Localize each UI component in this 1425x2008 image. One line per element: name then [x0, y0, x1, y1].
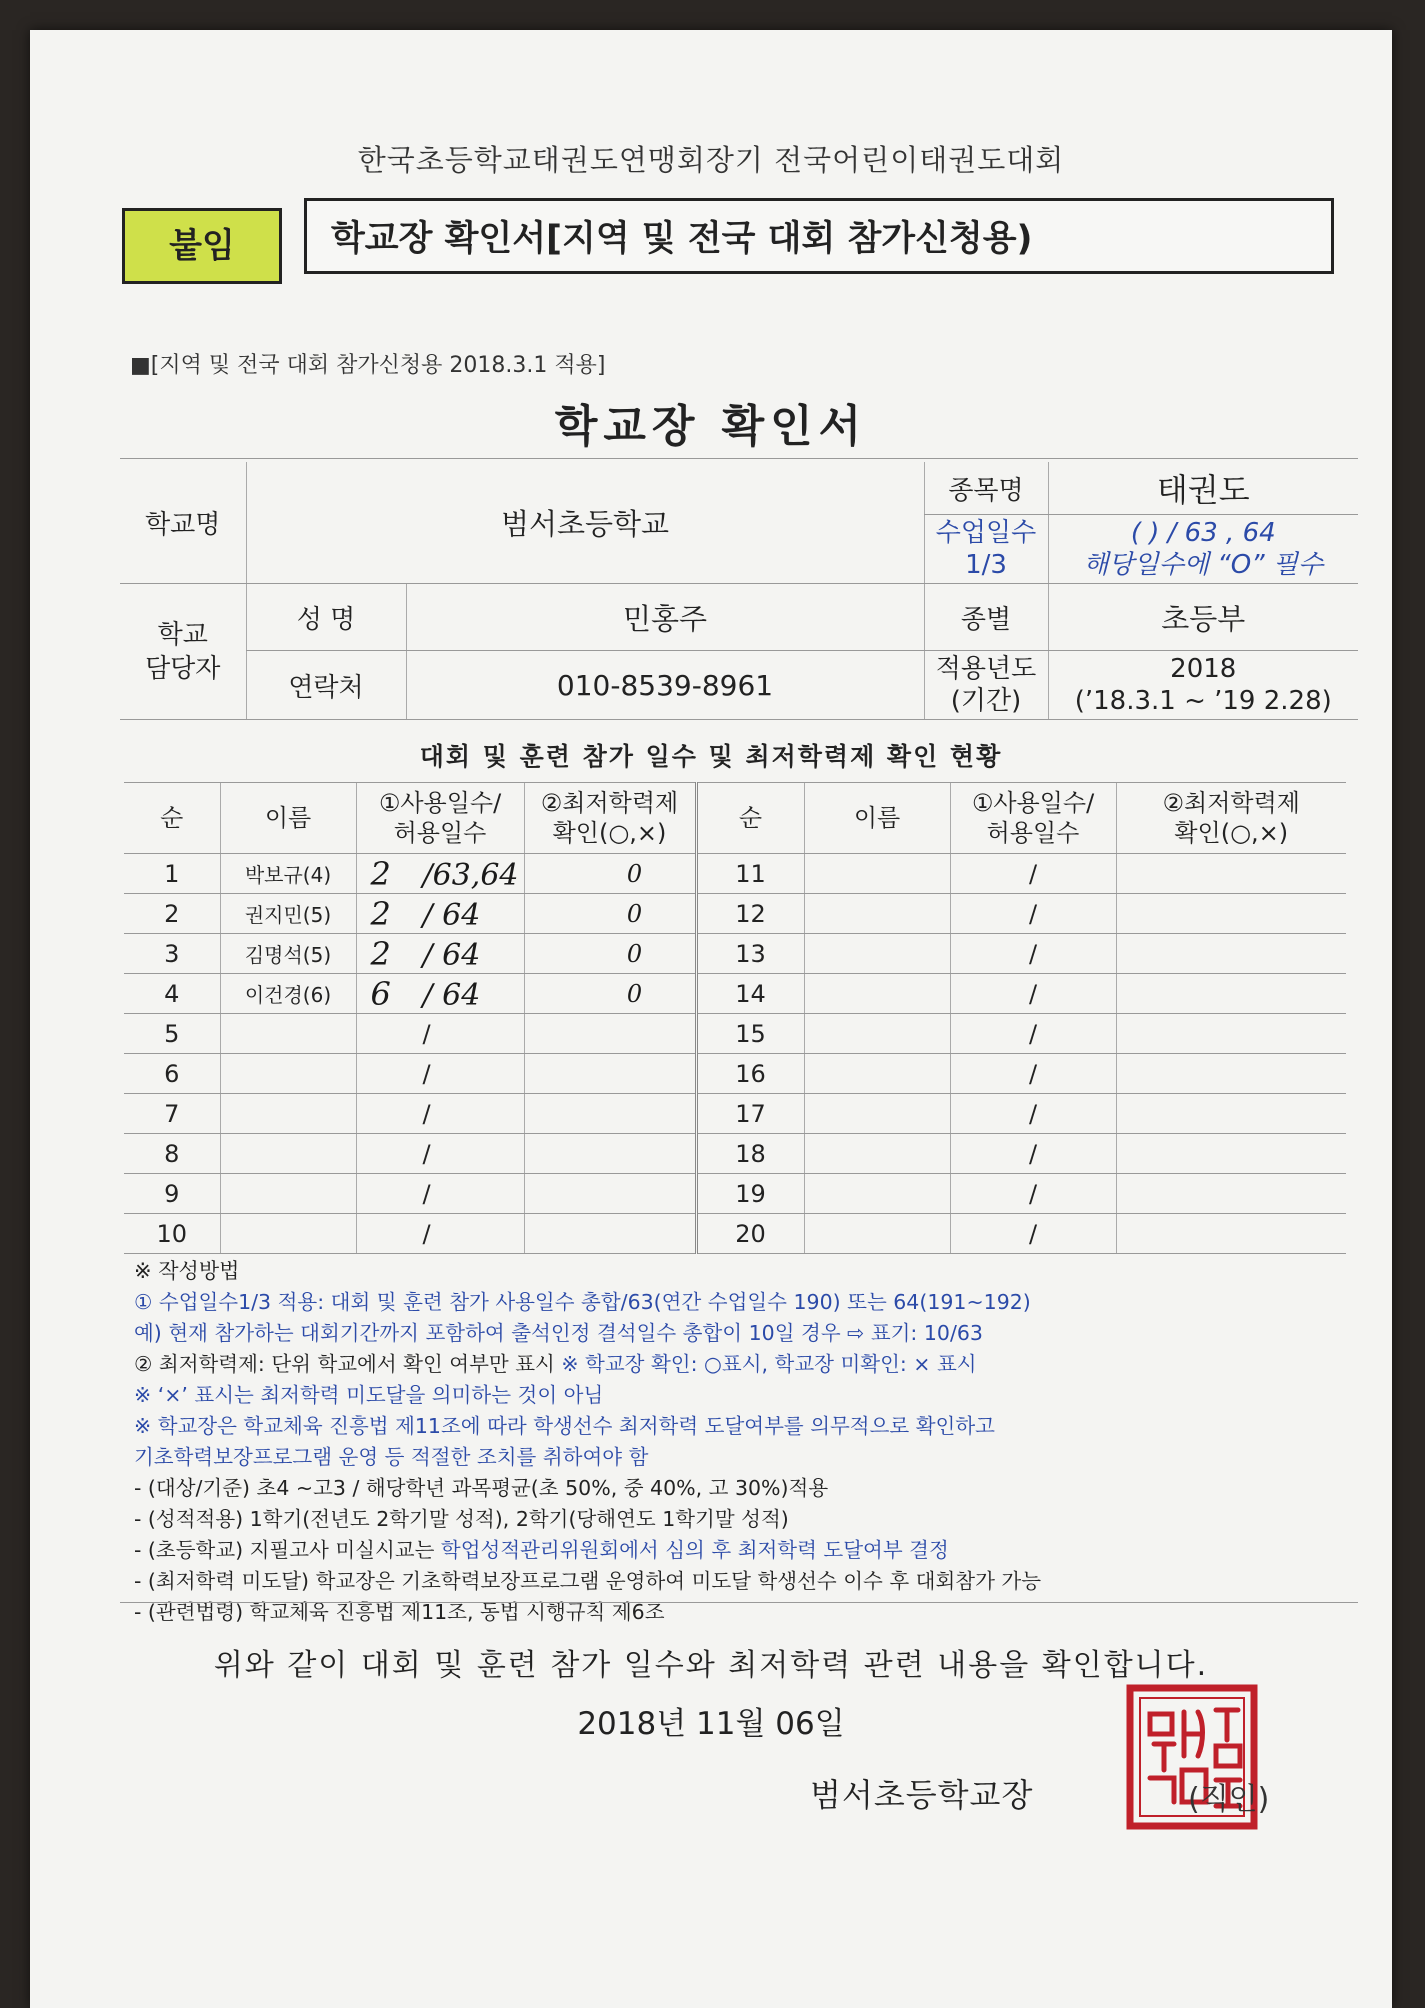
- row-check: [524, 1134, 696, 1174]
- row-name-right: [804, 1054, 950, 1094]
- contact-label: 연락처: [246, 651, 406, 720]
- row-days-used: 6: [370, 974, 391, 1013]
- row-days: [356, 854, 524, 894]
- table-row: [124, 1214, 1346, 1254]
- contact-value: 010-8539-8961: [406, 651, 924, 720]
- name-value: 민홍주: [406, 584, 924, 651]
- row-check-right: [1116, 1134, 1346, 1174]
- row-days-allowed: / 64: [422, 897, 481, 933]
- applicability-note: ■[지역 및 전국 대회 참가신청용 2018.3.1 적용]: [130, 353, 606, 378]
- row-days-right: /: [950, 1054, 1116, 1094]
- row-no: 10: [124, 1214, 220, 1254]
- row-days-allowed: /: [422, 1139, 431, 1168]
- row-no-right: 16: [696, 1054, 804, 1094]
- instruction-line-6: 기초학력보장프로그램 운영 등 적절한 조치를 취하여야 함: [134, 1445, 649, 1469]
- row-name: [220, 1054, 356, 1094]
- attachment-badge: 붙임: [122, 208, 282, 284]
- table-header-row: [124, 783, 1346, 854]
- row-days-right: /: [950, 1214, 1116, 1254]
- event-supertitle: 한국초등학교태권도연맹회장기 전국어린이태권도대회: [357, 143, 1065, 177]
- row-check: 0: [524, 974, 696, 1014]
- row-days: [356, 934, 524, 974]
- row-no-right: 20: [696, 1214, 804, 1254]
- header-no-right: 순: [696, 783, 804, 854]
- header-no: 순: [124, 783, 220, 854]
- divider-bottom: [120, 1602, 1358, 1603]
- days-value-note: 해당일수에 “O” 필수: [1083, 550, 1324, 580]
- instruction-line-11: - (관련법령) 학교체육 진흥법 제11조, 동법 시행규칙 제6조: [134, 1600, 665, 1624]
- row-check-right: [1116, 854, 1346, 894]
- row-check-right: [1116, 1214, 1346, 1254]
- row-days-allowed: /: [422, 1099, 431, 1128]
- days-value-line1: ( ) / 63 , 64: [1130, 518, 1276, 548]
- instructions-heading: ※ 작성방법: [134, 1259, 240, 1283]
- instruction-line-3a: ② 최저학력제: 단위 학교에서 확인 여부만 표시: [134, 1352, 562, 1376]
- row-no: 7: [124, 1094, 220, 1134]
- table-row: [124, 1014, 1346, 1054]
- row-check: [524, 1214, 696, 1254]
- instruction-line-3b: ※ 학교장 확인: ○표시, 학교장 미확인: × 표시: [561, 1352, 977, 1376]
- name-label: 성 명: [246, 584, 406, 651]
- row-no-right: 19: [696, 1174, 804, 1214]
- row-check-right: [1116, 1054, 1346, 1094]
- row-days: [356, 894, 524, 934]
- year-period: (’18.3.1 ~ ’19 2.28): [1074, 686, 1332, 716]
- row-name: [220, 1174, 356, 1214]
- row-no: 3: [124, 934, 220, 974]
- row-name: 박보규(4): [220, 854, 356, 894]
- header-days: [356, 783, 524, 854]
- days-label: [924, 515, 1048, 584]
- row-days-right: /: [950, 894, 1116, 934]
- manager-label: [120, 584, 246, 720]
- confirmation-statement: 위와 같이 대회 및 훈련 참가 일수와 최저학력 관련 내용을 확인합니다.: [213, 1648, 1209, 1683]
- row-name-right: [804, 1014, 950, 1054]
- row-days-right: /: [950, 1174, 1116, 1214]
- division-value: 초등부: [1048, 584, 1358, 651]
- row-name: [220, 1214, 356, 1254]
- year-value: [1048, 651, 1358, 720]
- header-days-right: [950, 783, 1116, 854]
- event-label: 종목명: [924, 462, 1048, 515]
- table-row: [124, 974, 1346, 1014]
- year-value-line1: 2018: [1170, 654, 1237, 684]
- row-name: 김명석(5): [220, 934, 356, 974]
- document-page: [30, 30, 1392, 2008]
- row-days: [356, 1134, 524, 1174]
- row-no: 5: [124, 1014, 220, 1054]
- table-row: [124, 894, 1346, 934]
- row-days-allowed: /: [422, 1019, 431, 1048]
- year-label-line1: 적용년도: [935, 654, 1037, 684]
- row-days: [356, 1174, 524, 1214]
- divider-top: [120, 458, 1358, 459]
- table-row: [124, 1174, 1346, 1214]
- row-name: 권지민(5): [220, 894, 356, 934]
- table-row: [124, 1134, 1346, 1174]
- row-name-right: [804, 1174, 950, 1214]
- row-check-right: [1116, 894, 1346, 934]
- instruction-line-2: 예) 현재 참가하는 대회기간까지 포함하여 출석인정 결석일수 총합이 10일 경우 ⇨ 표기: 10/63: [134, 1321, 983, 1345]
- main-title: 학교장 확인서: [554, 401, 868, 452]
- header-name: 이름: [220, 783, 356, 854]
- row-days-allowed: / 64: [422, 937, 481, 973]
- row-no: 9: [124, 1174, 220, 1214]
- row-days-used: 2: [370, 854, 391, 893]
- table-row: [124, 1094, 1346, 1134]
- header-days-right-line2: 허용일수: [986, 819, 1080, 847]
- principal-title: 범서초등학교장: [810, 1776, 1034, 1814]
- manager-label-line1: 학교: [157, 619, 208, 650]
- row-days-used: 2: [370, 894, 391, 933]
- row-check: [524, 1014, 696, 1054]
- row-no-right: 13: [696, 934, 804, 974]
- row-days-right: /: [950, 1094, 1116, 1134]
- row-name-right: [804, 974, 950, 1014]
- instruction-line-4: ※ ‘×’ 표시는 최저학력 미도달을 의미하는 것이 아님: [134, 1383, 604, 1407]
- row-check: [524, 1174, 696, 1214]
- issue-date: 2018년 11월 06일: [577, 1706, 845, 1742]
- instruction-line-9b: 학업성적관리위원회에서 심의 후 최저학력 도달여부 결정: [440, 1538, 949, 1562]
- instruction-line-10: - (최저학력 미도달) 학교장은 기초학력보장프로그램 운영하여 미도달 학생선수 이수 후 대회참가 가능: [134, 1569, 1041, 1593]
- row-name-right: [804, 854, 950, 894]
- row-days-allowed: / 64: [422, 977, 481, 1013]
- row-check: [524, 1094, 696, 1134]
- row-no-right: 14: [696, 974, 804, 1014]
- manager-label-line2: 담당자: [145, 653, 221, 684]
- header-check-line2: 확인(○,×): [552, 819, 667, 847]
- school-value: 범서초등학교: [246, 462, 924, 584]
- row-name: [220, 1014, 356, 1054]
- row-check-right: [1116, 934, 1346, 974]
- header-check: [524, 783, 696, 854]
- row-days-right: /: [950, 1134, 1116, 1174]
- header-check-right: [1116, 783, 1346, 854]
- header-days-line2: 허용일수: [393, 819, 487, 847]
- row-name: 이건경(6): [220, 974, 356, 1014]
- row-days-allowed: /: [422, 1219, 431, 1248]
- row-no-right: 17: [696, 1094, 804, 1134]
- event-value: 태권도: [1048, 462, 1358, 515]
- header-check-right-line2: 확인(○,×): [1174, 819, 1289, 847]
- row-name-right: [804, 894, 950, 934]
- header-days-right-line1: ①사용일수/: [971, 789, 1095, 817]
- instruction-line-9a: - (초등학교) 지필고사 미실시교는: [134, 1538, 441, 1562]
- row-no: 8: [124, 1134, 220, 1174]
- days-label-line2: 1/3: [965, 550, 1007, 580]
- row-no: 6: [124, 1054, 220, 1094]
- instruction-line-5: ※ 학교장은 학교체육 진흥법 제11조에 따라 학생선수 최저학력 도달여부를 의무적으로 확인하고: [134, 1414, 995, 1438]
- row-no: 2: [124, 894, 220, 934]
- row-days: [356, 974, 524, 1014]
- instruction-line-7: - (대상/기준) 초4 ~고3 / 해당학년 과목평균(초 50%, 중 40%, 고 30%)적용: [134, 1476, 829, 1500]
- instruction-line-3: [134, 1349, 1354, 1380]
- document-title-box: 학교장 확인서[지역 및 전국 대회 참가신청용): [304, 198, 1334, 274]
- row-check: [524, 1054, 696, 1094]
- row-days: [356, 1094, 524, 1134]
- row-no-right: 12: [696, 894, 804, 934]
- instruction-line-8: - (성적적용) 1학기(전년도 2학기말 성적), 2학기(당해연도 1학기말 성적): [134, 1507, 789, 1531]
- row-check: 0: [524, 934, 696, 974]
- table-body: [124, 854, 1346, 1254]
- row-no-right: 15: [696, 1014, 804, 1054]
- year-label-line2: (기간): [950, 686, 1022, 716]
- header-check-line1: ②최저학력제: [540, 789, 679, 817]
- row-name-right: [804, 1094, 950, 1134]
- days-value: [1048, 515, 1358, 584]
- row-days-right: /: [950, 974, 1116, 1014]
- header-name-right: 이름: [804, 783, 950, 854]
- seal-label: (직인): [1188, 1782, 1270, 1817]
- instruction-line-9: [134, 1535, 1354, 1566]
- participation-table: [124, 782, 1346, 1254]
- row-days: [356, 1054, 524, 1094]
- row-days-right: /: [950, 1014, 1116, 1054]
- row-days-right: /: [950, 934, 1116, 974]
- row-days-allowed: /: [422, 1059, 431, 1088]
- row-check-right: [1116, 1014, 1346, 1054]
- row-no-right: 18: [696, 1134, 804, 1174]
- row-no-right: 11: [696, 854, 804, 894]
- row-check-right: [1116, 974, 1346, 1014]
- row-days-allowed: /: [422, 1179, 431, 1208]
- row-no: 1: [124, 854, 220, 894]
- school-label: 학교명: [120, 462, 246, 584]
- row-name: [220, 1094, 356, 1134]
- header-days-line1: ①사용일수/: [378, 789, 502, 817]
- days-label-line1: 수업일수: [935, 518, 1037, 548]
- row-no: 4: [124, 974, 220, 1014]
- row-name-right: [804, 934, 950, 974]
- row-name: [220, 1134, 356, 1174]
- row-name-right: [804, 1134, 950, 1174]
- table-row: [124, 1054, 1346, 1094]
- row-days: [356, 1214, 524, 1254]
- row-days-allowed: /63,64: [422, 857, 519, 893]
- table-row: [124, 934, 1346, 974]
- instruction-line-1: ① 수업일수1/3 적용: 대회 및 훈련 참가 사용일수 총합/63(연간 수업일수 190) 또는 64(191~192): [134, 1290, 1031, 1314]
- table-row: [124, 854, 1346, 894]
- instructions: [134, 1256, 1354, 1628]
- row-check-right: [1116, 1094, 1346, 1134]
- division-label: 종별: [924, 584, 1048, 651]
- year-label: [924, 651, 1048, 720]
- info-table: [120, 462, 1358, 720]
- row-check-right: [1116, 1174, 1346, 1214]
- row-days-right: /: [950, 854, 1116, 894]
- row-check: 0: [524, 854, 696, 894]
- row-name-right: [804, 1214, 950, 1254]
- section-title: 대회 및 훈련 참가 일수 및 최저학력제 확인 현황: [419, 742, 1003, 771]
- row-check: 0: [524, 894, 696, 934]
- row-days-used: 2: [370, 934, 391, 973]
- header-check-right-line1: ②최저학력제: [1162, 789, 1300, 817]
- row-days: [356, 1014, 524, 1054]
